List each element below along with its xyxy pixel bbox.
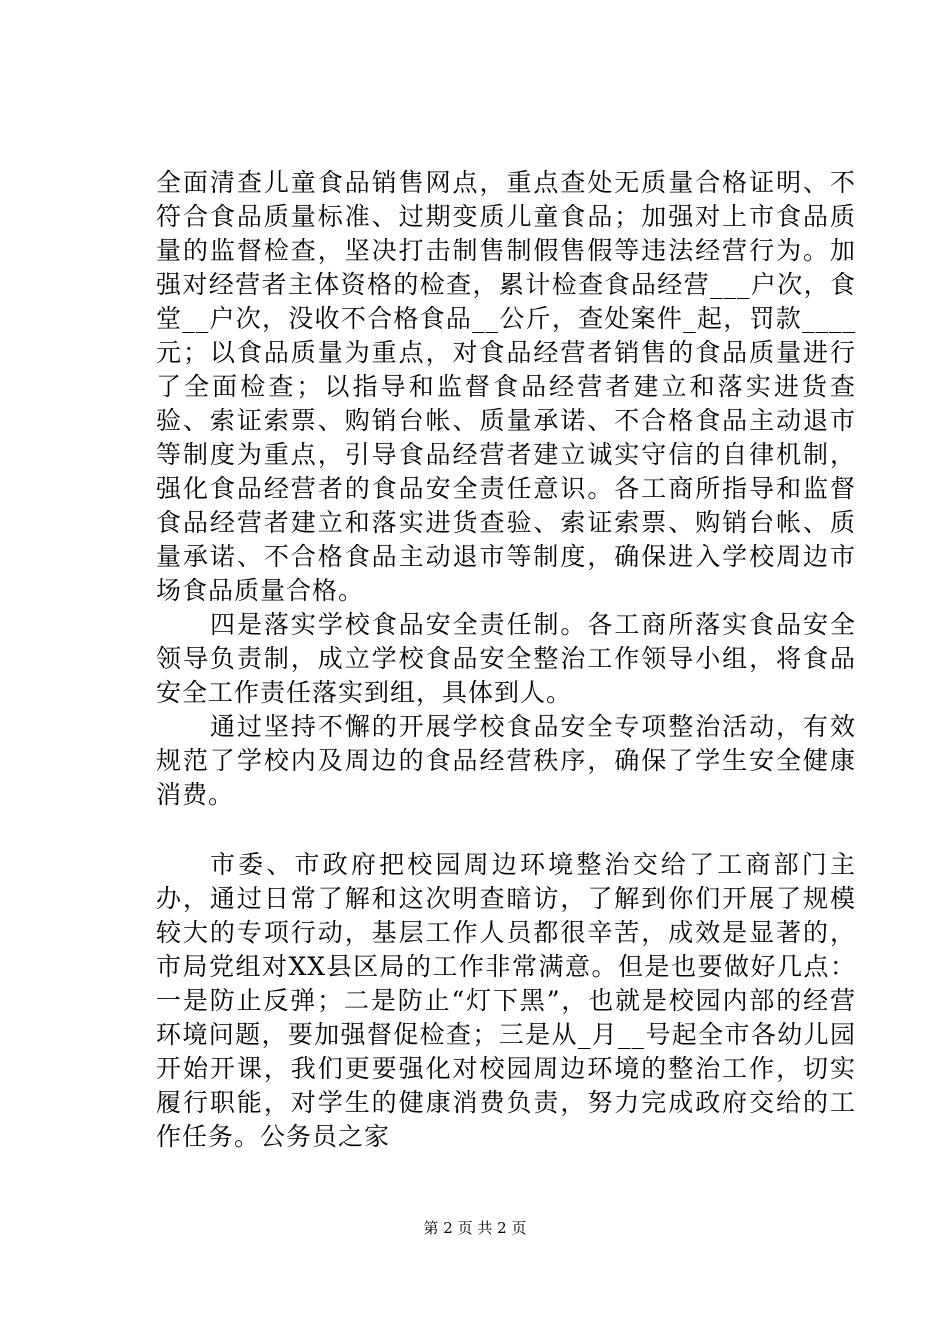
paragraph-inspection-measures: 全面清查儿童食品销售网点，重点查处无质量合格证明、不符合食品质量标准、过期变质儿童食品；加强对上市食品质量的监督检查，坚决打击制售制假售假等违法经营行为。加强对经营者主体资格的检查，累计检查食品经营___户次，食堂__户次，没收不合格食品__公斤，查处案件_起，罚款____元；以食品质量为重点，对食品经营者销售的食品质量进行了全面检查；以指导和监督食品经营者建立和落实进货查验、索证索票、购销台帐、质量承诺、不合格食品主动退市等制度为重点，引导食品经营者建立诚实守信的自律机制，强化食品经营者的食品安全责任意识。各工商所指导和监督食品经营者建立和落实进货查验、索证索票、购销台帐、质量承诺、不合格食品主动退市等制度，确保进入学校周边市场食品质量合格。 <box>156 168 856 605</box>
paragraph-campaign-result: 通过坚持不懈的开展学校食品安全专项整治活动，有效规范了学校内及周边的食品经营秩序，确保了学生安全健康消费。 <box>156 712 856 809</box>
paragraph-responsibility-system: 四是落实学校食品安全责任制。各工商所落实食品安全领导负责制，成立学校食品安全整治工作领导小组，将食品安全工作责任落实到组，具体到人。 <box>156 610 856 707</box>
page-number-footer: 第 2 页 共 2 页 <box>423 1219 527 1237</box>
paragraph-leadership-remarks: 市委、市政府把校园周边环境整治交给了工商部门主办，通过日常了解和这次明查暗访，了解到你们开展了规模较大的专项行动，基层工作人员都很辛苦，成效是显著的，市局党组对XX县区局的工作非常满意。但是也要做好几点：一是防止反弹；二是防止“灯下黑”，也就是校园内部的经营环境问题，要加强督促检查；三是从_月__号起全市各幼儿园开始开课，我们更要强化对校园周边环境的整治工作，切实履行职能，对学生的健康消费负责，努力完成政府交给的工作任务。公务员之家 <box>156 850 856 1151</box>
paragraph-spacer <box>156 812 856 848</box>
document-body <box>156 166 856 1154</box>
